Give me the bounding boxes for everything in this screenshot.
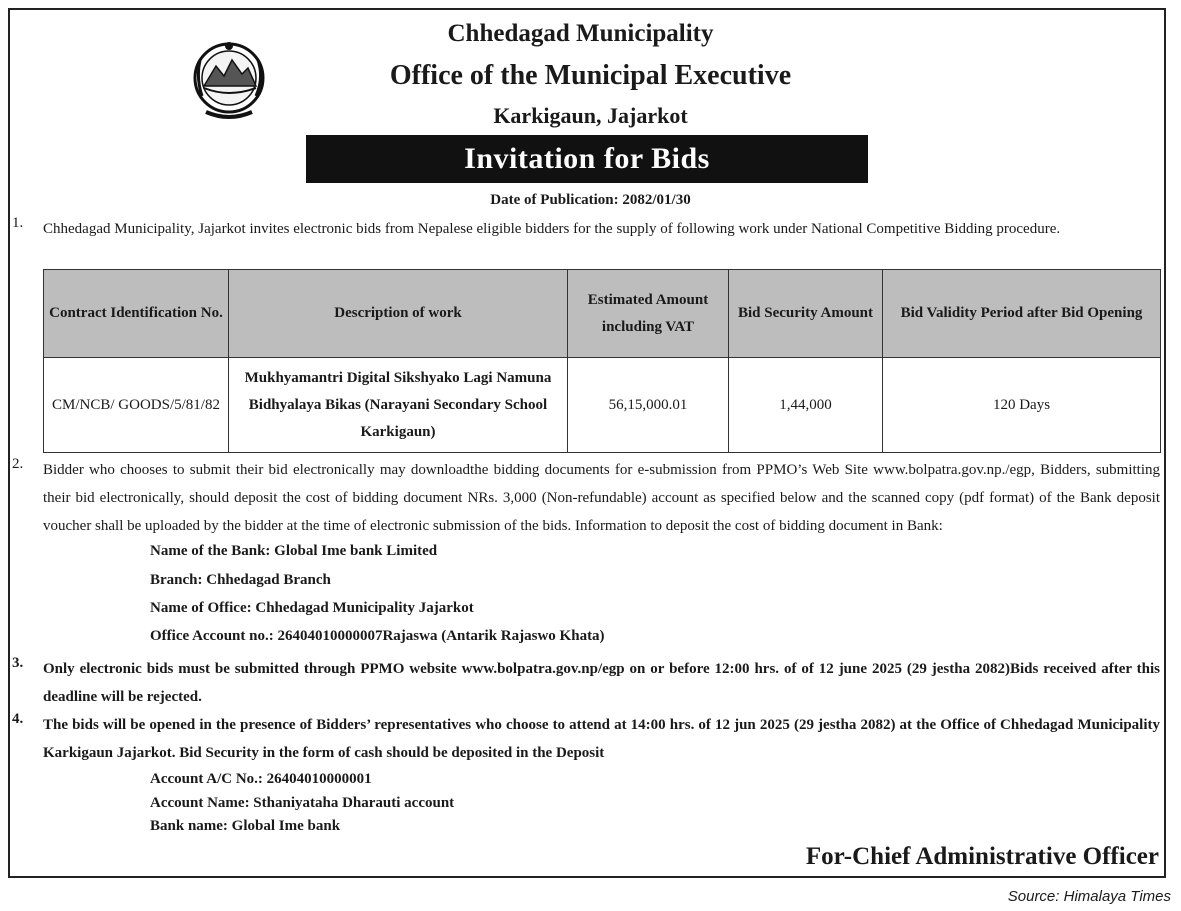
table-header-row bbox=[44, 270, 1161, 358]
bid-table bbox=[43, 269, 1161, 453]
signatory: For-Chief Administrative Officer bbox=[805, 843, 1159, 870]
header-estimated-amount: Estimated Amount including VAT bbox=[568, 270, 729, 358]
item-number: 3. bbox=[12, 655, 24, 671]
header-contract-id: Contract Identification No. bbox=[44, 270, 229, 358]
bank-name-line: Name of the Bank: Global Ime bank Limited bbox=[150, 543, 438, 559]
cell-contract-id: CM/NCB/ GOODS/5/81/82 bbox=[44, 358, 229, 453]
source-credit: Source: Himalaya Times bbox=[1007, 888, 1171, 905]
paragraph-4: The bids will be opened in the presence of Bidders’ representatives who choose to attend at 14:00 hrs. of 12 jun 2025 (29 jestha 2082) at the Office of Chhedagad Municipality Karkigaun Jajarkot. Bid Security in the form of cash should be deposited in the Deposit bbox=[43, 717, 1160, 761]
cell-estimated-amount: 56,15,000.01 bbox=[568, 358, 729, 453]
municipality-name: Chhedagad Municipality bbox=[447, 20, 714, 47]
deposit-account-no: Account A/C No.: 26404010000001 bbox=[150, 771, 372, 787]
office-name-line: Name of Office: Chhedagad Municipality Jajarkot bbox=[150, 600, 474, 616]
office-location: Karkigaun, Jajarkot bbox=[493, 103, 688, 128]
header-bid-security: Bid Security Amount bbox=[729, 270, 883, 358]
paragraph-2: Bidder who chooses to submit their bid electronically may downloadthe bidding documents for e-submission from PPMO’s Web Site www.bolpatra.gov.np./egp, Bidders, submitting their bid electronically, should deposit the cost of bidding document NRs. 3,000 (Non-refundable) account as specified below and the scanned copy (pdf format) of the Bank deposit voucher shall be uploaded by the bidder at the time of electronic submission of the bids. Information to deposit the cost of bidding document in Bank: bbox=[43, 462, 1160, 534]
header-description: Description of work bbox=[229, 270, 568, 358]
header-bid-validity: Bid Validity Period after Bid Opening bbox=[883, 270, 1161, 358]
cell-bid-validity: 120 Days bbox=[883, 358, 1161, 453]
deposit-bank-name: Bank name: Global Ime bank bbox=[150, 818, 341, 834]
item-number: 2. bbox=[12, 456, 24, 472]
bank-branch-line: Branch: Chhedagad Branch bbox=[150, 572, 331, 588]
cell-bid-security: 1,44,000 bbox=[729, 358, 883, 453]
office-account-line: Office Account no.: 26404010000007Rajaswa (Antarik Rajaswo Khata) bbox=[150, 628, 605, 644]
cell-description: Mukhyamantri Digital Sikshyako Lagi Namuna Bidhyalaya Bikas (Narayani Secondary School Karkigaun) bbox=[229, 358, 568, 453]
publication-date: Date of Publication: 2082/01/30 bbox=[490, 192, 691, 208]
item-number: 1. bbox=[12, 215, 24, 231]
office-name: Office of the Municipal Executive bbox=[389, 60, 792, 91]
deposit-account-name: Account Name: Sthaniyataha Dharauti account bbox=[150, 795, 455, 811]
paragraph-1: Chhedagad Municipality, Jajarkot invites electronic bids from Nepalese eligible bidders for the supply of following work under National Competitive Bidding procedure. bbox=[43, 221, 1061, 237]
notice-title: Invitation for Bids bbox=[306, 135, 868, 183]
table-row bbox=[44, 358, 1161, 453]
paragraph-3: Only electronic bids must be submitted through PPMO website www.bolpatra.gov.np/egp on or before 12:00 hrs. of of 12 june 2025 (29 jestha 2082)Bids received after this deadline will be rejected. bbox=[43, 661, 1160, 705]
item-number: 4. bbox=[12, 711, 24, 727]
